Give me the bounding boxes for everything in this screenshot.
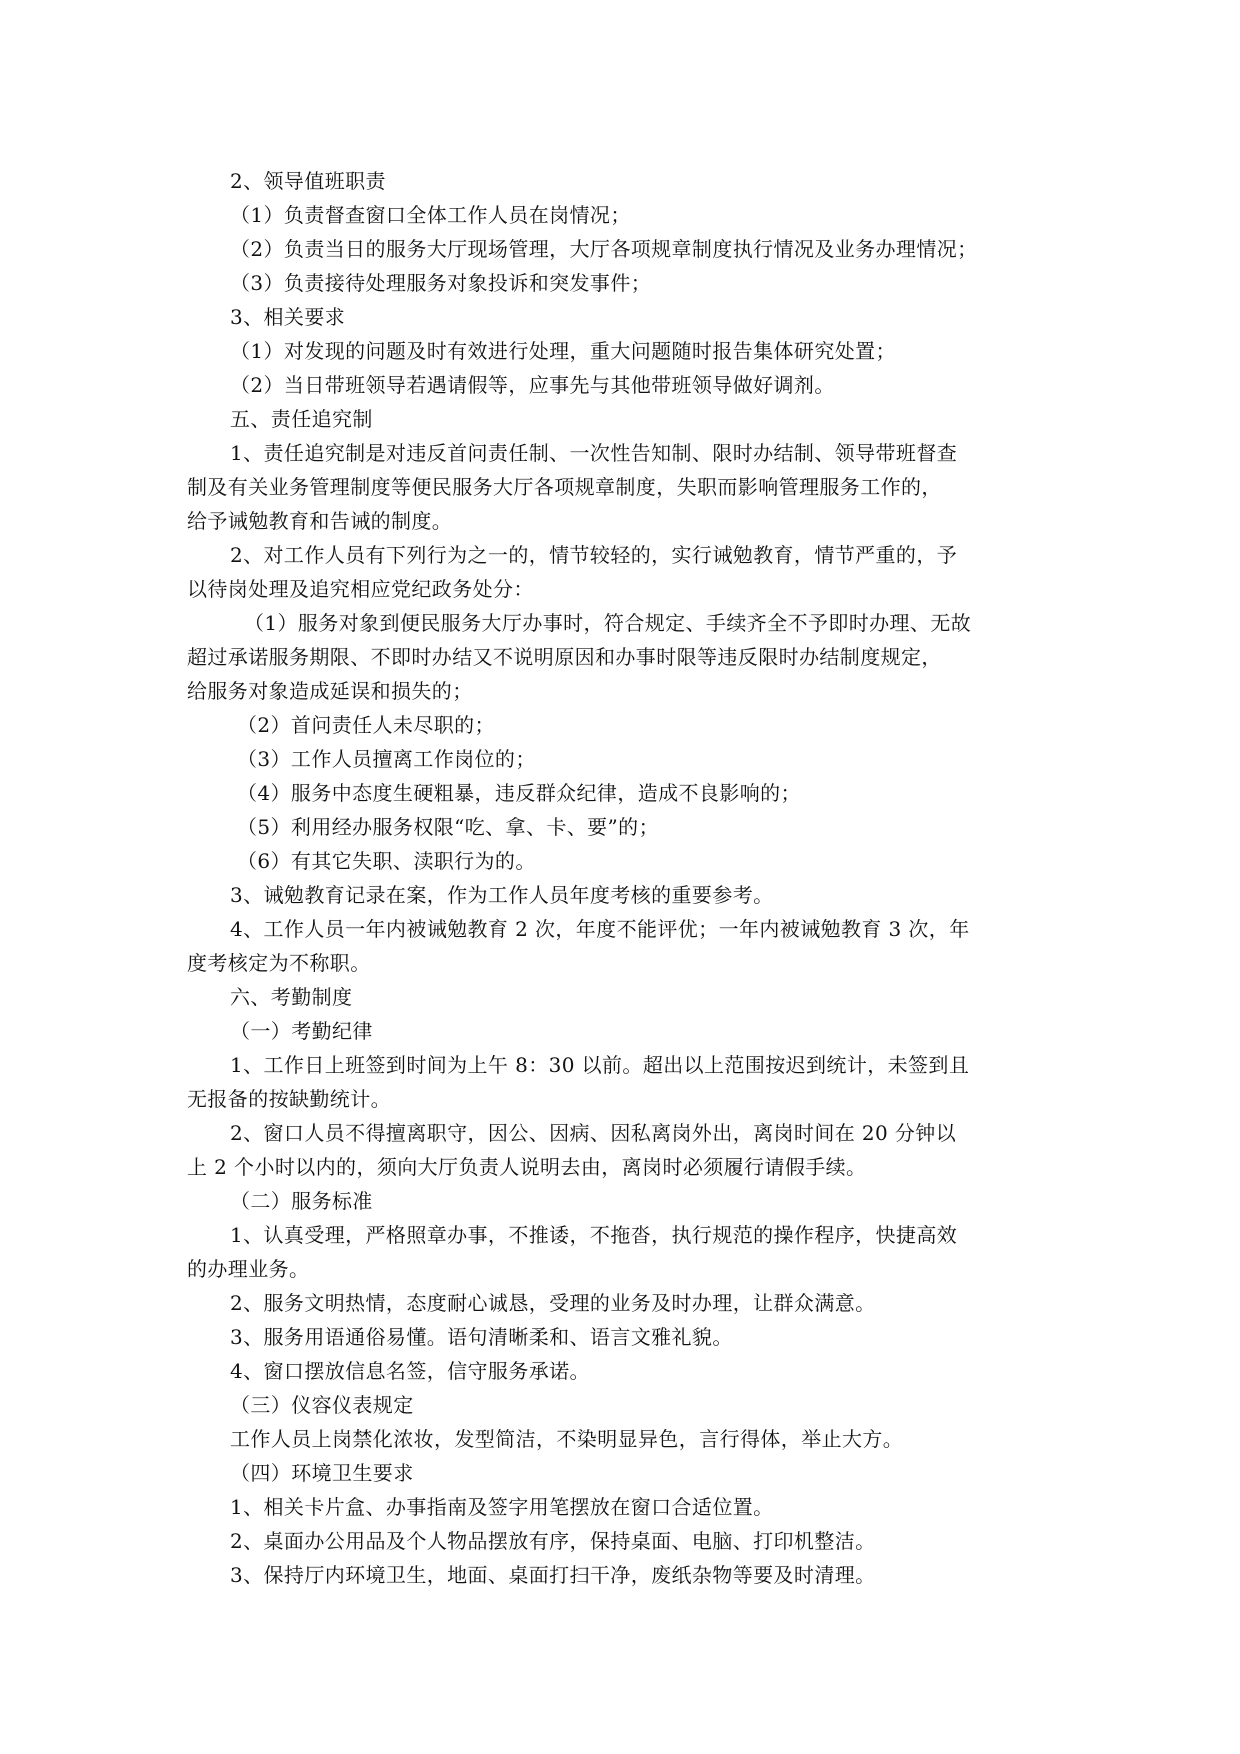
paragraph-line: 4、工作人员一年内被诫勉教育 2 次，年度不能评优；一年内被诫勉教育 3 次，年 (230, 917, 970, 941)
paragraph-line: 的办理业务。 (187, 1257, 310, 1281)
paragraph-line: 上 2 个小时以内的，须向大厅负责人说明去由，离岗时必须履行请假手续。 (187, 1155, 867, 1179)
paragraph-line: 度考核定为不称职。 (187, 951, 371, 975)
list-item: （6）有其它失职、渎职行为的。 (237, 849, 536, 873)
paragraph-line: 工作人员上岗禁化浓妆，发型简洁，不染明显异色，言行得体，举止大方。 (230, 1427, 904, 1451)
chapter-heading: 五、责任追究制 (230, 407, 373, 431)
paragraph-line: 3、服务用语通俗易懂。语句清晰柔和、语言文雅礼貌。 (230, 1325, 733, 1349)
list-item: （3）工作人员擅离工作岗位的； (237, 747, 536, 771)
list-item: （2）首问责任人未尽职的； (237, 713, 495, 737)
section-heading: （二）服务标准 (230, 1189, 373, 1213)
section-heading: （一）考勤纪律 (230, 1019, 373, 1043)
paragraph-line: 1、认真受理，严格照章办事，不推诿，不拖沓，执行规范的操作程序，快捷高效 (230, 1223, 958, 1247)
paragraph-line: 1、工作日上班签到时间为上午 8：30 以前。超出以上范围按迟到统计，未签到且 (230, 1053, 970, 1077)
paragraph-line: 2、桌面办公用品及个人物品摆放有序，保持桌面、电脑、打印机整洁。 (230, 1529, 876, 1553)
list-item: （4）服务中态度生硬粗暴，违反群众纪律，造成不良影响的； (237, 781, 801, 805)
list-item: （5）利用经办服务权限“吃、拿、卡、要”的； (237, 815, 659, 839)
paragraph-line: 1、责任追究制是对违反首问责任制、一次性告知制、限时办结制、领导带班督查 (230, 441, 958, 465)
list-item: （2）当日带班领导若遇请假等，应事先与其他带班领导做好调剂。 (230, 373, 835, 397)
paragraph-line: 给服务对象造成延误和损失的； (187, 679, 473, 703)
document-body (187, 164, 1067, 1592)
paragraph-line: 2、对工作人员有下列行为之一的，情节较轻的，实行诫勉教育，情节严重的，予 (230, 543, 958, 567)
list-item: （1）负责督查窗口全体工作人员在岗情况； (230, 203, 631, 227)
list-item: （1）服务对象到便民服务大厅办事时，符合规定、手续齐全不予即时办理、无故 (244, 611, 972, 635)
section-heading: 2、领导值班职责 (230, 169, 386, 193)
paragraph-line: 1、相关卡片盒、办事指南及签字用笔摆放在窗口合适位置。 (230, 1495, 774, 1519)
paragraph-line: 无报备的按缺勤统计。 (187, 1087, 391, 1111)
paragraph-line: 2、窗口人员不得擅离职守，因公、因病、因私离岗外出，离岗时间在 20 分钟以 (230, 1121, 957, 1145)
list-item: （2）负责当日的服务大厅现场管理，大厅各项规章制度执行情况及业务办理情况； (230, 237, 978, 261)
chapter-heading: 六、考勤制度 (230, 985, 353, 1009)
paragraph-line: 给予诫勉教育和告诫的制度。 (187, 509, 453, 533)
paragraph-line: 以待岗处理及追究相应党纪政务处分： (187, 577, 534, 601)
paragraph-line: 超过承诺服务期限、不即时办结又不说明原因和办事时限等违反限时办结制度规定， (187, 645, 942, 669)
section-heading: （三）仪容仪表规定 (230, 1393, 414, 1417)
list-item: （3）负责接待处理服务对象投诉和突发事件； (230, 271, 652, 295)
paragraph-line: 3、保持厅内环境卫生，地面、桌面打扫干净，废纸杂物等要及时清理。 (230, 1563, 876, 1587)
paragraph-line: 2、服务文明热情，态度耐心诚恳，受理的业务及时办理，让群众满意。 (230, 1291, 876, 1315)
section-heading: 3、相关要求 (230, 305, 346, 329)
paragraph-line: 4、窗口摆放信息名签，信守服务承诺。 (230, 1359, 590, 1383)
section-heading: （四）环境卫生要求 (230, 1461, 414, 1485)
paragraph-line: 制及有关业务管理制度等便民服务大厅各项规章制度，失职而影响管理服务工作的， (187, 475, 942, 499)
paragraph-line: 3、诫勉教育记录在案，作为工作人员年度考核的重要参考。 (230, 883, 774, 907)
list-item: （1）对发现的问题及时有效进行处理，重大问题随时报告集体研究处置； (230, 339, 896, 363)
